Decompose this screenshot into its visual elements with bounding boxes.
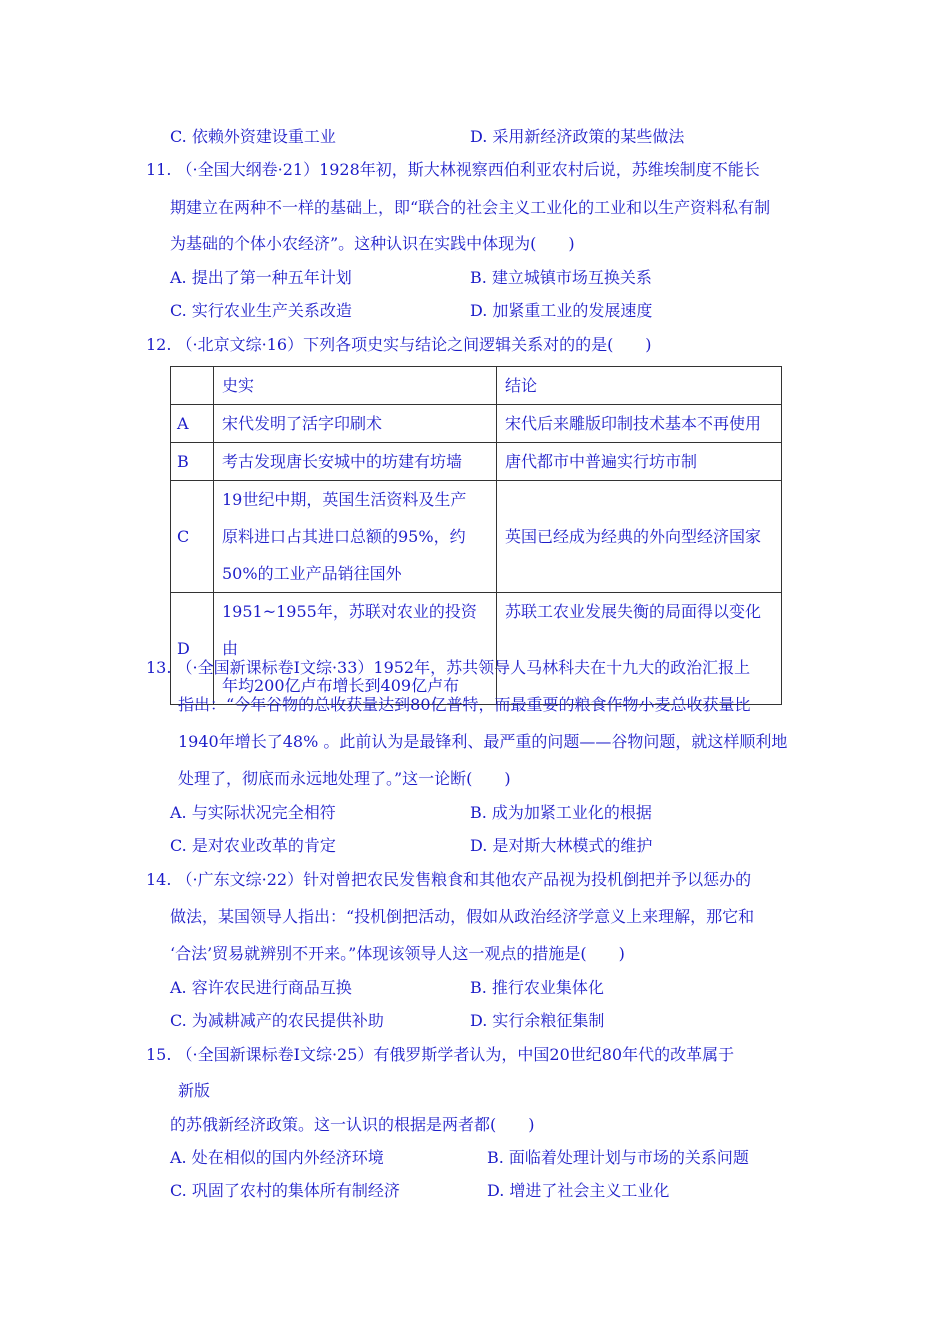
row-fact-line: 原料进口占其进口总额的95%，约 — [222, 527, 466, 546]
row-fact: 考古发现唐长安城中的坊建有坊墙 — [214, 443, 497, 481]
row-fact-line: 1951~1955年，苏联对农业的投资由 — [222, 602, 477, 658]
row-fact — [214, 481, 497, 593]
q10-option-d: D. 采用新经济政策的某些做法 — [470, 127, 685, 146]
row-label: C — [171, 481, 214, 593]
q13-stem-line3: 1940年增长了48% 。此前认为是最锋利、最严重的问题——谷物问题，就这样顺利地 — [178, 732, 788, 751]
q15-stem-line3: 的苏俄新经济政策。这一认识的根据是两者都( ) — [170, 1115, 535, 1134]
row-fact-line: 年均200亿卢布增长到409亿卢布 — [222, 676, 460, 695]
row-fact — [214, 593, 497, 705]
table-header-row — [171, 367, 782, 405]
table-header-label — [171, 367, 214, 405]
row-conclusion: 英国已经成为经典的外向型经济国家 — [497, 481, 782, 593]
q14-stem-line3: ‘合法’贸易就辨别不开来。”体现该领导人这一观点的措施是( ) — [170, 944, 625, 963]
table-row — [171, 405, 782, 443]
row-conclusion: 唐代都市中普遍实行坊市制 — [497, 443, 782, 481]
row-conclusion: 宋代后来雕版印制技术基本不再使用 — [497, 405, 782, 443]
q13-option-c: C. 是对农业改革的肯定 — [170, 836, 336, 855]
q13-stem-line4: 处理了，彻底而永远地处理了。”这一论断( ) — [178, 769, 511, 788]
q15-option-b: B. 面临着处理计划与市场的关系问题 — [487, 1148, 749, 1167]
q13-option-b: B. 成为加紧工业化的根据 — [470, 803, 652, 822]
q13-option-d: D. 是对斯大林模式的维护 — [470, 836, 653, 855]
row-fact-line: 19世纪中期，英国生活资料及生产 — [222, 490, 467, 509]
table-row — [171, 593, 782, 705]
q14-stem-line2: 做法，某国领导人指出：“投机倒把活动，假如从政治经济学意义上来理解，那它和 — [170, 907, 755, 926]
q15-option-d: D. 增进了社会主义工业化 — [487, 1181, 670, 1200]
q12-stem-line1: 12. （·北京文综·16）下列各项史实与结论之间逻辑关系对的的是( ) — [146, 335, 652, 354]
q13-option-a: A. 与实际状况完全相符 — [170, 803, 336, 822]
table-header-fact: 史实 — [214, 367, 497, 405]
q11-stem-line1: 11. （·全国大纲卷·21）1928年初，斯大林视察西伯利亚农村后说，苏维埃制度不能长 — [146, 160, 760, 179]
q15-stem-line1: 15. （·全国新课标卷Ⅰ文综·25）有俄罗斯学者认为，中国20世纪80年代的改革属于 — [146, 1045, 735, 1064]
q11-stem-line3: 为基础的个体小农经济”。这种认识在实践中体现为( ) — [170, 234, 575, 253]
row-label: A — [171, 405, 214, 443]
q13-stem-line1: 13. （·全国新课标卷Ⅰ文综·33）1952年，苏共领导人马林科夫在十九大的政治汇报上 — [146, 658, 751, 677]
row-fact-line: 50%的工业产品销往国外 — [222, 564, 402, 583]
q14-option-a: A. 容许农民进行商品互换 — [170, 978, 352, 997]
row-label: D — [171, 593, 214, 705]
row-label: B — [171, 443, 214, 481]
q11-option-a: A. 提出了第一种五年计划 — [170, 268, 352, 287]
q14-option-d: D. 实行余粮征集制 — [470, 1011, 605, 1030]
q11-option-c: C. 实行农业生产关系改造 — [170, 301, 352, 320]
q15-option-a: A. 处在相似的国内外经济环境 — [170, 1148, 384, 1167]
q14-stem-line1: 14. （·广东文综·22）针对曾把农民发售粮食和其他农产品视为投机倒把并予以惩办的 — [146, 870, 752, 889]
q11-option-d: D. 加紧重工业的发展速度 — [470, 301, 653, 320]
table-header-conclusion: 结论 — [497, 367, 782, 405]
row-conclusion: 苏联工农业发展失衡的局面得以变化 — [497, 593, 782, 705]
q13-stem-line2: 指出：“今年谷物的总收获量达到80亿普特，而最重要的粮食作物小麦总收获量比 — [178, 695, 751, 714]
q11-stem-line2: 期建立在两种不一样的基础上，即“联合的社会主义工业化的工业和以生产资料私有制 — [170, 198, 771, 217]
row-fact: 宋代发明了活字印刷术 — [214, 405, 497, 443]
table-row — [171, 481, 782, 593]
q14-option-c: C. 为减耕减产的农民提供补助 — [170, 1011, 384, 1030]
q10-option-c: C. 依赖外资建设重工业 — [170, 127, 336, 146]
q14-option-b: B. 推行农业集体化 — [470, 978, 604, 997]
table-row — [171, 443, 782, 481]
q15-stem-line2: 新版 — [178, 1081, 211, 1100]
q15-option-c: C. 巩固了农村的集体所有制经济 — [170, 1181, 400, 1200]
q11-option-b: B. 建立城镇市场互换关系 — [470, 268, 652, 287]
q12-facts-table — [170, 366, 782, 705]
